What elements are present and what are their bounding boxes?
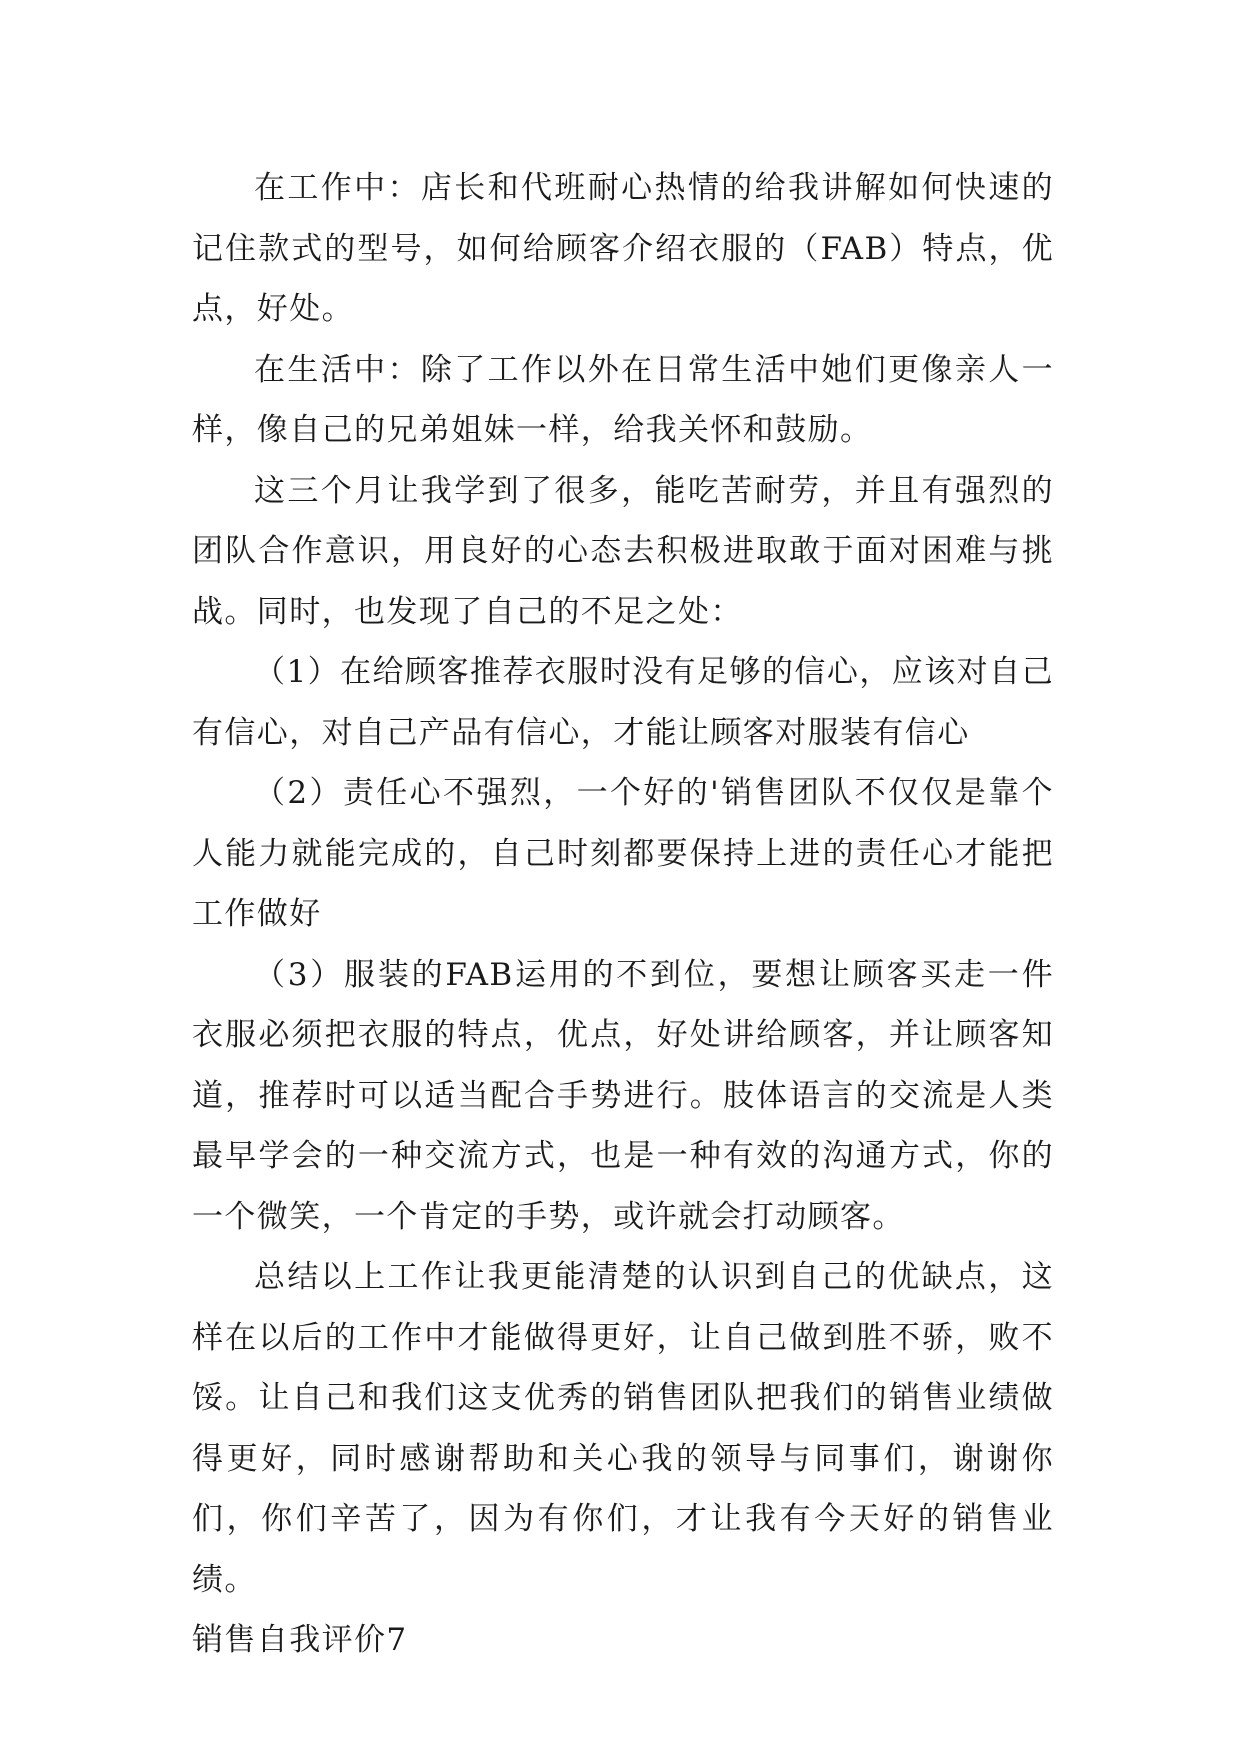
section-heading: 销售自我评价7 [192, 1622, 408, 1658]
list-item-1: （1）在给顾客推荐衣服时没有足够的信心，应该对自己有信心，对自己产品有信心，才能让顾客对服装有信心 [192, 654, 1054, 751]
paragraph-life: 在生活中：除了工作以外在日常生活中她们更像亲人一样，像自己的兄弟姐妹一样，给我关怀和鼓励。 [192, 351, 1054, 448]
paragraph-work: 在工作中：店长和代班耐心热情的给我讲解如何快速的记住款式的型号，如何给顾客介绍衣服的（FAB）特点，优点，好处。 [192, 170, 1054, 327]
list-item-2: （2）责任心不强烈，一个好的'销售团队不仅仅是靠个人能力就能完成的，自己时刻都要保持上进的责任心才能把工作做好 [192, 775, 1054, 932]
list-item-3: （3）服装的FAB运用的不到位，要想让顾客买走一件衣服必须把衣服的特点，优点，好处讲给顾客，并让顾客知道，推荐时可以适当配合手势进行。肢体语言的交流是人类最早学会的一种交流方式，也是一种有效的沟通方式，你的一个微笑，一个肯定的手势，或许就会打动顾客。 [192, 956, 1054, 1235]
document-body [192, 158, 1054, 1671]
paragraph-three-months: 这三个月让我学到了很多，能吃苦耐劳，并且有强烈的团队合作意识，用良好的心态去积极进取敢于面对困难与挑战。同时，也发现了自己的不足之处： [192, 472, 1054, 630]
paragraph-summary: 总结以上工作让我更能清楚的认识到自己的优缺点，这样在以后的工作中才能做得更好，让自己做到胜不骄，败不馁。让自己和我们这支优秀的销售团队把我们的销售业绩做得更好，同时感谢帮助和关心我的领导与同事们，谢谢你们，你们辛苦了，因为有你们，才让我有今天好的销售业绩。 [192, 1259, 1054, 1598]
